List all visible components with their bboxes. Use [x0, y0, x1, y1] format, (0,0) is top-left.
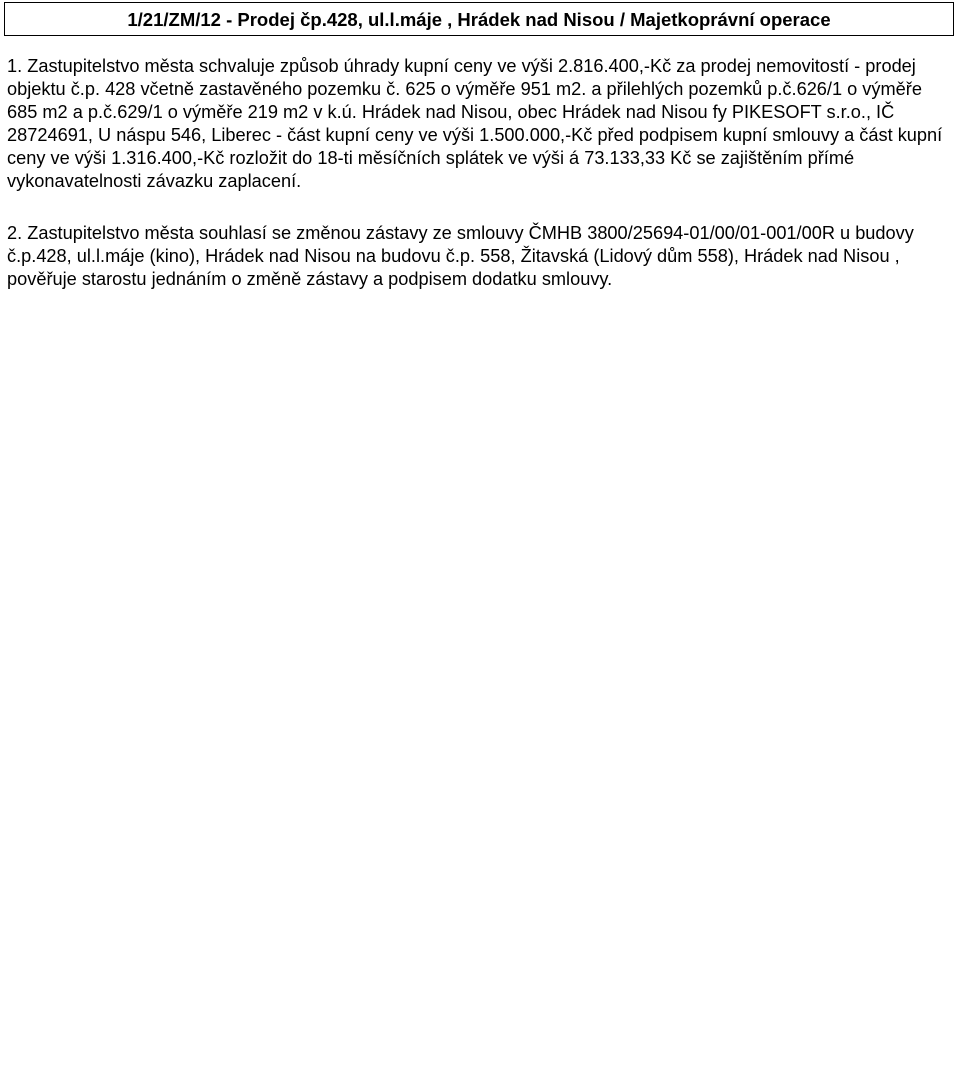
placeholder-row: [7, 735, 955, 758]
resolution-item-1: 1. Zastupitelstvo města schvaluje způsob úhrady kupní ceny ve výši 2.816.400,-Kč za prodej nemovitostí - prodej objektu č.p. 428 včetně zastavěného pozemku č. 625 o výměře 951 m2. a přilehlých pozemků p.č.626/1 o výměře 685 m2 a p.č.629/1 o výměře 219 m2 v k.ú. Hrádek nad Nisou, obec Hrádek nad Nisou fy PIKESOFT s.r.o., IČ 28724691, U náspu 546, Liberec - část kupní ceny ve výši 1.500.000,-Kč před podpisem kupní smlouvy a část kupní ceny ve výši 1.316.400,-Kč rozložit do 18-ti měsíčních splátek ve výši á 73.133,33 Kč se zajištěním přímé vykonavatelnosti závazku zaplacení.: [7, 56, 943, 191]
section-heading-box: [4, 2, 954, 36]
resolution-item-2: 2. Zastupitelstvo města souhlasí se změnou zástavy ze smlouvy ČMHB 3800/25694-01/00/01-001/00R u budovy č.p.428, ul.l.máje (kino), Hrádek nad Nisou na budovu č.p. 558, Žitavská (Lidový dům 558), Hrádek nad Nisou , pověřuje starostu jednáním o změně zástavy a podpisem dodatku smlouvy.: [7, 223, 914, 289]
section-heading: 1/21/ZM/12 - Prodej čp.428, ul.l.máje , Hrádek nad Nisou / Majetkoprávní operace: [127, 9, 831, 30]
